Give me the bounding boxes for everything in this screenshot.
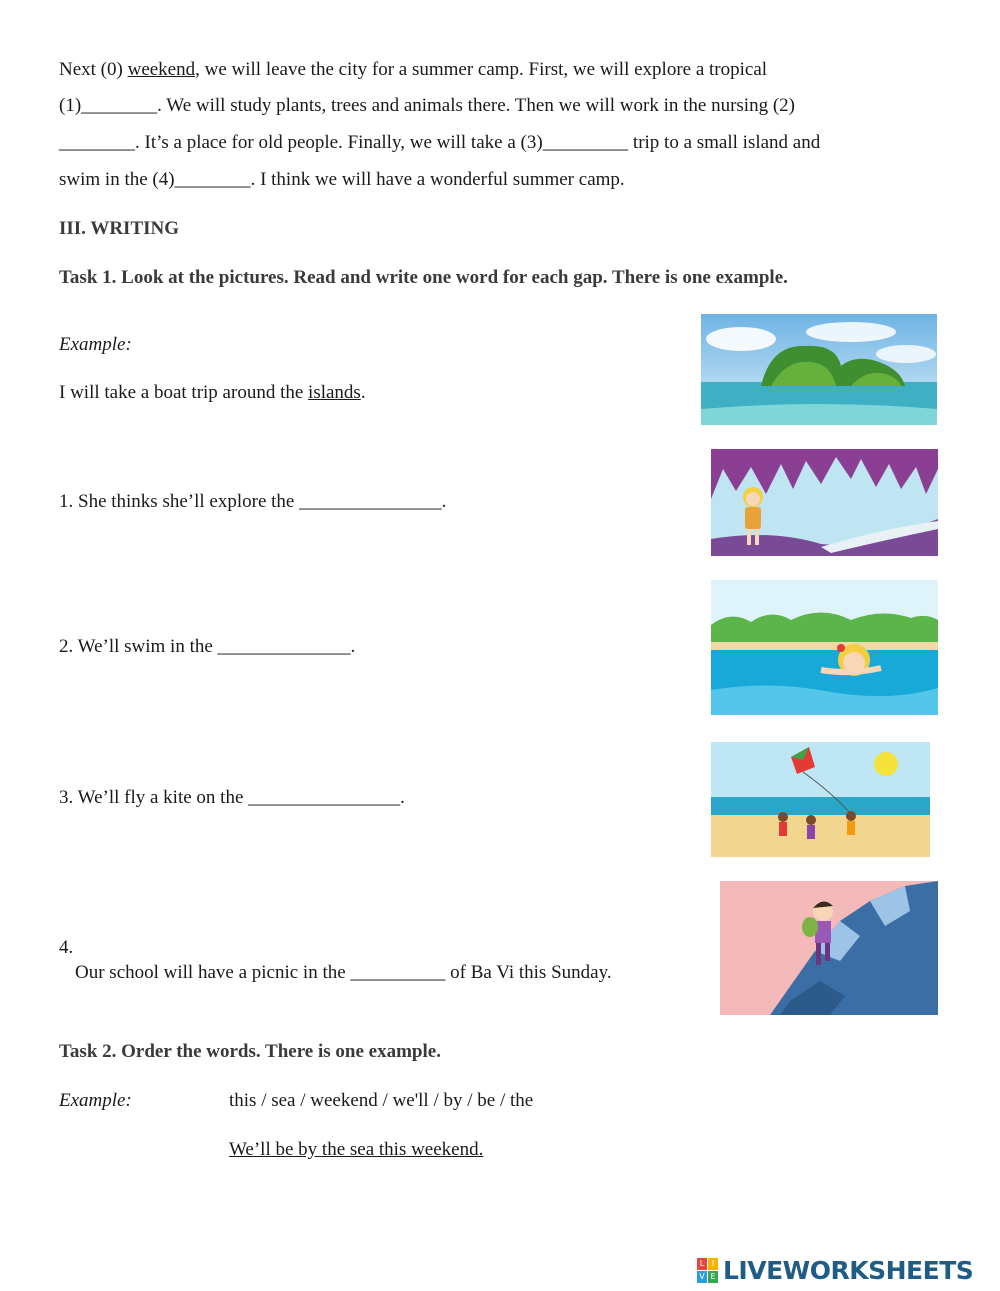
liveworksheets-logo: [697, 1255, 992, 1287]
task2-example-answer: We’ll be by the sea this weekend.: [229, 1139, 484, 1160]
logo-tiles-icon: [697, 1258, 719, 1284]
example-text: I will take a boat trip around the: [59, 382, 309, 403]
logo-tile: I: [708, 1258, 718, 1270]
example-answer-islands: islands: [308, 382, 361, 403]
task1-example-sentence: [59, 382, 366, 404]
passage-text: , we will leave the city for a summer camp. First, we will explore a tropical: [195, 59, 768, 80]
section-heading: III. WRITING: [59, 218, 180, 239]
passage-line-2: (1)________. We will study plants, trees and animals there. Then we will work in the nursing (2): [59, 95, 795, 116]
task1-example-label: Example:: [59, 334, 132, 355]
passage-line-1: [59, 59, 767, 81]
task2-example-label: Example:: [59, 1090, 132, 1111]
question-2: 2. We’ll swim in the ______________.: [59, 636, 356, 657]
logo-tile: E: [708, 1271, 718, 1283]
task1-heading: Task 1. Look at the pictures. Read and write one word for each gap. There is one example.: [59, 267, 788, 288]
beach-picture: [711, 742, 930, 857]
mountain-picture: [720, 881, 938, 1015]
task2-heading: Task 2. Order the words. There is one example.: [59, 1041, 441, 1062]
cave-picture: [711, 449, 938, 556]
question-4: Our school will have a picnic in the __________ of Ba Vi this Sunday.: [75, 962, 612, 983]
question-1: 1. She thinks she’ll explore the _______________.: [59, 491, 447, 512]
example-text: .: [360, 382, 366, 403]
passage-line-4: swim in the (4)________. I think we will have a wonderful summer camp.: [59, 169, 625, 190]
passage-text: Next (0): [59, 59, 128, 80]
question-4-number: 4.: [59, 937, 74, 958]
task2-example-words: this / sea / weekend / we'll / by / be / the: [229, 1090, 534, 1111]
example-answer-weekend: weekend: [127, 59, 196, 80]
passage-line-3: ________. It’s a place for old people. Finally, we will take a (3)_________ trip to a small island and: [59, 132, 821, 153]
logo-tile: L: [697, 1258, 707, 1270]
question-3: 3. We’ll fly a kite on the ________________.: [59, 787, 405, 808]
sea-picture: [711, 580, 938, 715]
islands-picture: [701, 314, 937, 425]
logo-text: LIVEWORKSHEETS: [723, 1256, 974, 1285]
logo-tile: V: [697, 1271, 707, 1283]
